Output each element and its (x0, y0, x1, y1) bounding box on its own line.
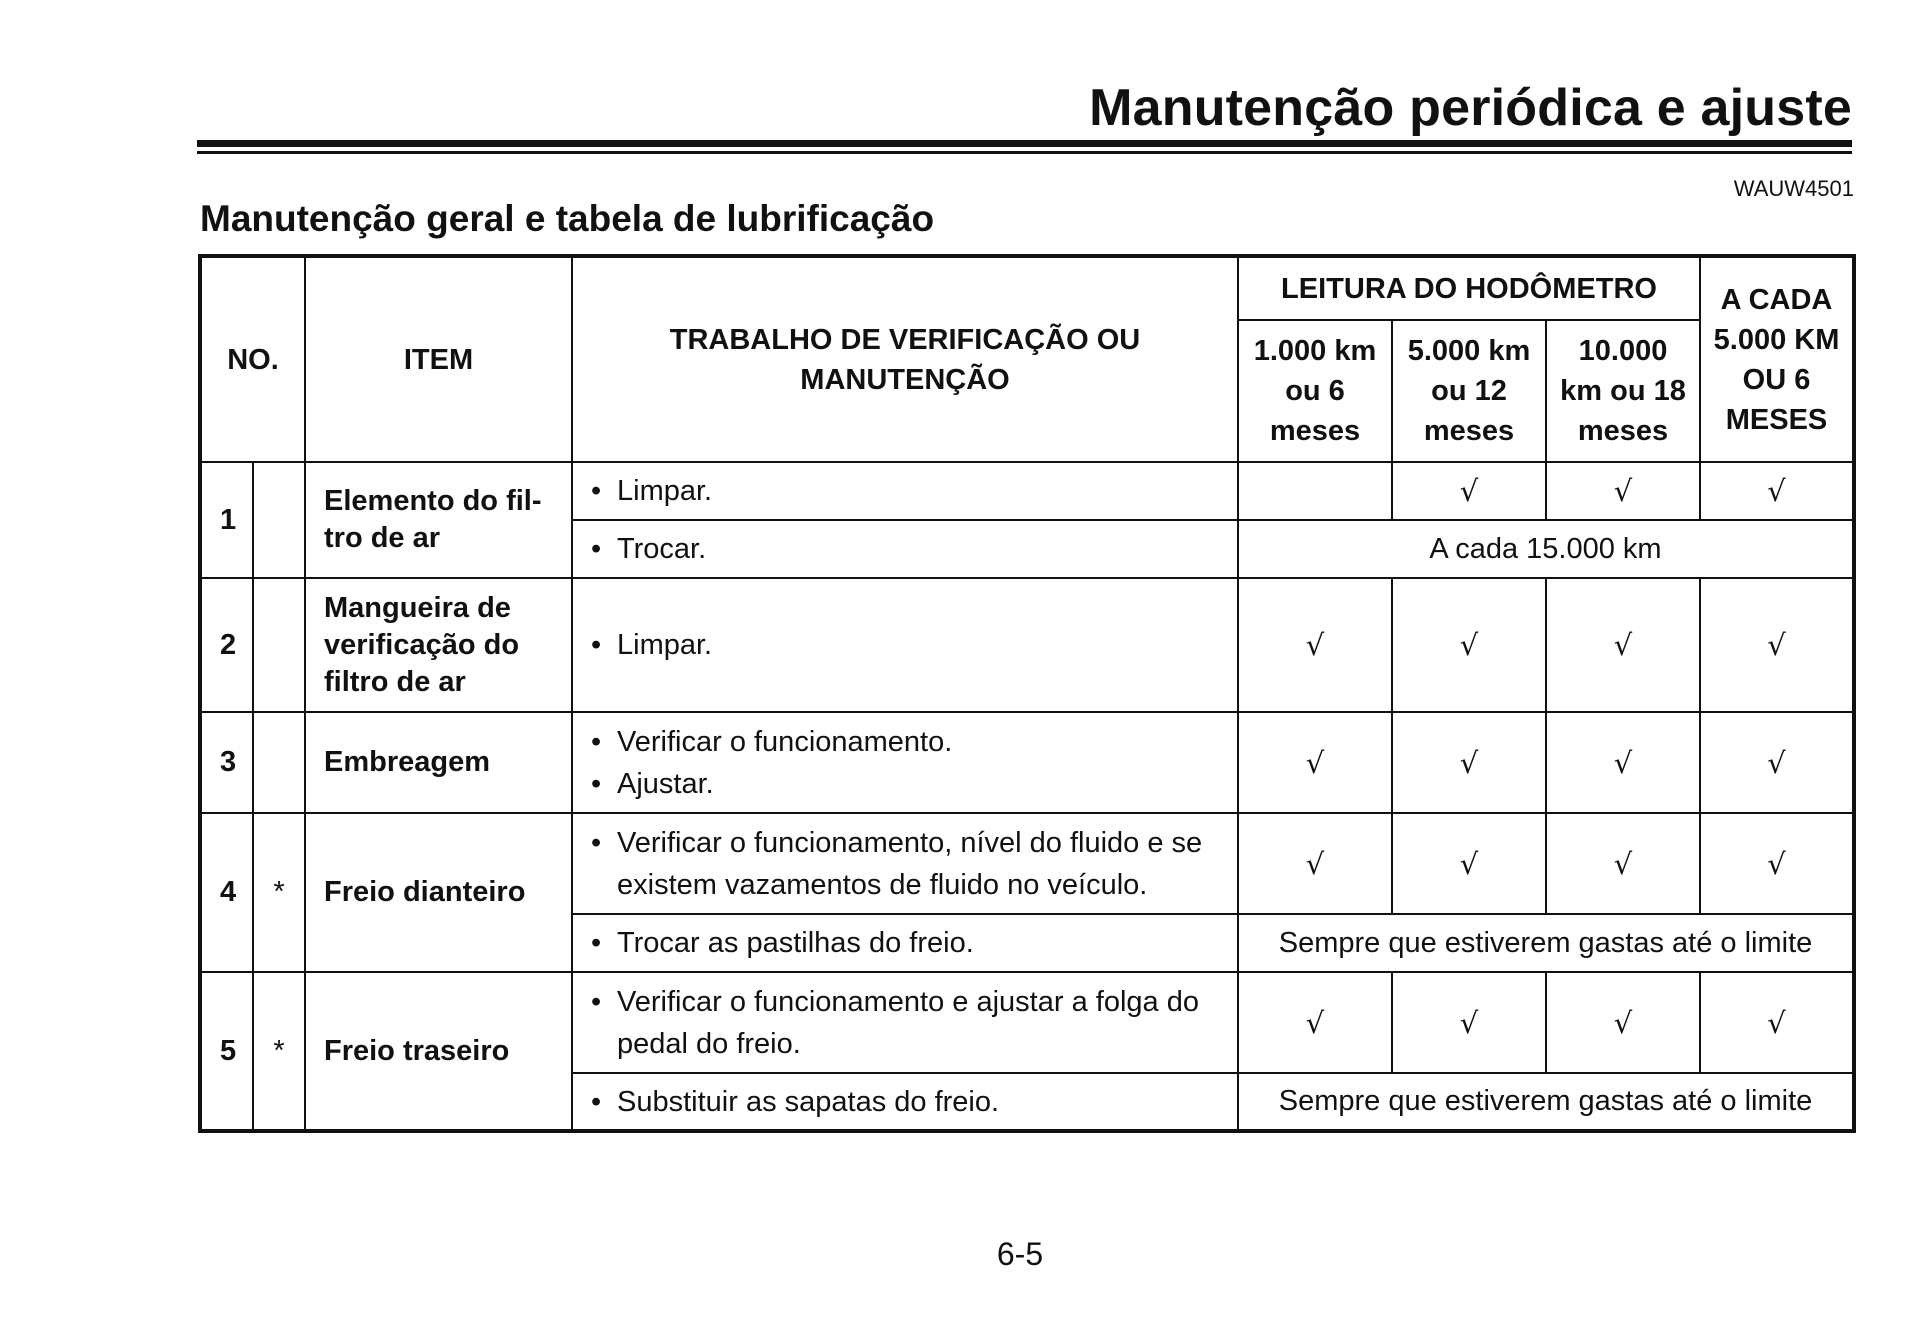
table-row (200, 813, 1854, 914)
row-number: 5 (200, 972, 253, 1131)
check-mark-icon: √ (1392, 462, 1546, 520)
bullet-icon: • (591, 985, 602, 1018)
row-task: • Verificar o funcionamento. • Ajustar. (572, 712, 1238, 813)
table-row (200, 462, 1854, 520)
bullet-icon: • (591, 767, 602, 800)
table-row (200, 578, 1854, 712)
check-mark-icon: √ (1238, 972, 1392, 1073)
check-mark-icon: √ (1546, 578, 1700, 712)
row-task: • Verificar o funcionamento, nível do fluido e se existem vazamentos de fluido no veículo. (572, 813, 1238, 914)
row-star: * (253, 813, 305, 972)
interval-note: Sempre que estiverem gastas até o limite (1238, 914, 1854, 972)
header-interval-3: 10.000 km ou 18 meses (1546, 320, 1700, 462)
check-mark-icon: √ (1700, 972, 1854, 1073)
header-rule-thin (197, 151, 1852, 154)
check-mark-icon: √ (1546, 813, 1700, 914)
page-number: 6-5 (996, 1236, 1044, 1272)
header-interval-1: 1.000 km ou 6 meses (1238, 320, 1392, 462)
header-item: ITEM (305, 256, 572, 462)
check-mark-icon: √ (1238, 712, 1392, 813)
row-star (253, 712, 305, 813)
header-every: A CADA 5.000 KM OU 6 MESES (1700, 256, 1854, 462)
row-star: * (253, 972, 305, 1131)
header-no: NO. (200, 256, 305, 462)
bullet-icon: • (591, 725, 602, 758)
check-mark-icon: √ (1546, 712, 1700, 813)
bullet-icon: • (591, 533, 602, 565)
check-mark-icon: √ (1546, 462, 1700, 520)
check-mark-icon: √ (1392, 972, 1546, 1073)
row-item: Elemento do fil-tro de ar (305, 462, 572, 578)
table-row (200, 972, 1854, 1073)
check-mark-icon: √ (1700, 578, 1854, 712)
check-mark-icon: √ (1700, 813, 1854, 914)
check-mark-icon: √ (1700, 462, 1854, 520)
row-number: 1 (200, 462, 253, 578)
row-number: 3 (200, 712, 253, 813)
page-title: Manutenção periódica e ajuste (1089, 79, 1852, 137)
check-cell-empty (1238, 462, 1392, 520)
check-mark-icon: √ (1392, 578, 1546, 712)
row-star (253, 578, 305, 712)
header-rule-thick (197, 140, 1852, 147)
row-task: • Substituir as sapatas do freio. (572, 1073, 1238, 1131)
check-mark-icon: √ (1700, 712, 1854, 813)
row-task: • Verificar o funcionamento e ajustar a folga do pedal do freio. (572, 972, 1238, 1073)
row-number: 4 (200, 813, 253, 972)
check-mark-icon: √ (1546, 972, 1700, 1073)
row-task: • Trocar as pastilhas do freio. (572, 914, 1238, 972)
row-number: 2 (200, 578, 253, 712)
bullet-icon: • (591, 927, 602, 959)
row-item: Mangueira de verificação do filtro de ar (305, 578, 572, 712)
section-title: Manutenção geral e tabela de lubrificação (200, 198, 935, 239)
header-interval-2: 5.000 km ou 12 meses (1392, 320, 1546, 462)
interval-note: Sempre que estiverem gastas até o limite (1238, 1073, 1854, 1131)
row-task: • Limpar. (572, 462, 1238, 520)
check-mark-icon: √ (1238, 813, 1392, 914)
row-item: Embreagem (305, 712, 572, 813)
maintenance-table (198, 254, 1856, 1133)
check-mark-icon: √ (1238, 578, 1392, 712)
row-item: Freio dianteiro (305, 813, 572, 972)
header-task: TRABALHO DE VERIFICAÇÃO OU MANUTENÇÃO (572, 256, 1238, 462)
check-mark-icon: √ (1392, 813, 1546, 914)
row-item: Freio traseiro (305, 972, 572, 1131)
interval-note: A cada 15.000 km (1238, 520, 1854, 578)
row-task: • Limpar. (572, 578, 1238, 712)
bullet-icon: • (591, 826, 602, 859)
bullet-icon: • (591, 1085, 602, 1118)
row-task: • Trocar. (572, 520, 1238, 578)
row-star (253, 462, 305, 578)
bullet-icon: • (591, 475, 602, 507)
table-row (200, 712, 1854, 813)
check-mark-icon: √ (1392, 712, 1546, 813)
header-odometer: LEITURA DO HODÔMETRO (1238, 256, 1700, 320)
document-code: WAUW4501 (1733, 176, 1854, 201)
bullet-icon: • (591, 629, 602, 661)
